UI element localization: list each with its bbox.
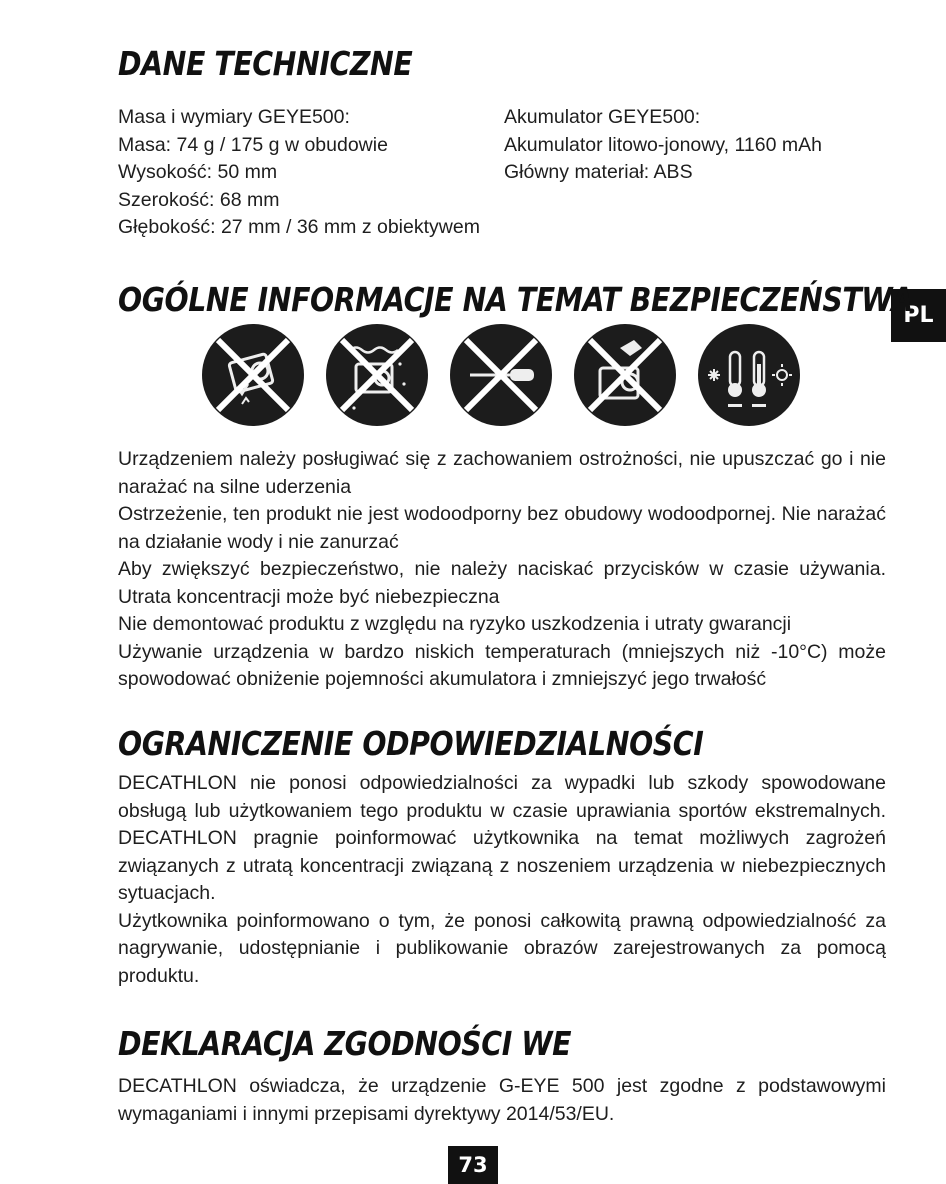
no-drop-camera-icon: [202, 324, 304, 426]
paragraph: DECATHLON oświadcza, że urządzenie G-EYE 500 jest zgodne z podstawowymi wymaganiami i innymi przepisami dyrektywy 2014/53/EU.: [118, 1075, 886, 1125]
spec-line: Akumulator GEYE500:: [504, 106, 701, 128]
safety-text: [118, 446, 886, 694]
no-disassemble-camera-icon: [574, 324, 676, 426]
paragraph: Używanie urządzenia w bardzo niskich temperaturach (mniejszych niż -10°C) może spowodować obniżenie pojemności akumulatora i zmniejszyć jego trwałość: [118, 640, 886, 690]
spec-line: Szerokość: 68 mm: [118, 188, 280, 211]
spec-line: Akumulator litowo-jonowy, 1160 mAh: [504, 133, 822, 156]
paragraph: Urządzeniem należy posługiwać się z zachowaniem ostrożności, nie upuszczać go i nie narażać na silne uderzenia: [118, 448, 886, 498]
spec-line: Wysokość: 50 mm: [118, 161, 278, 183]
spec-line: Masa: 74 g / 175 g w obudowie: [118, 133, 388, 156]
weight-dimensions-column: [118, 104, 480, 242]
tech-specs-heading: DANE TECHNICZNE: [118, 44, 413, 83]
safety-icons-row: [0, 324, 946, 426]
spec-line: Masa i wymiary GEYE500:: [118, 106, 350, 128]
no-screwdriver-icon: [450, 324, 552, 426]
spec-line: Główny materiał: ABS: [504, 161, 693, 183]
language-tab: PL: [891, 289, 946, 342]
paragraph: DECATHLON nie ponosi odpowiedzialności za wypadki lub szkody spowodowane obsługą lub użytkowaniem tego produktu w czasie uprawiania sportów ekstremalnych. DECATHLON pragnie poinformować użytkownika na temat możliwych zagrożeń związanych z utratą koncentracji związaną z noszeniem urządzenia w niebezpiecznych sytuacjach.: [118, 772, 886, 904]
declaration-heading: DEKLARACJA ZGODNOŚCI WE: [118, 1024, 572, 1063]
temperature-range-icon: [698, 324, 800, 426]
battery-column: [504, 104, 822, 187]
paragraph: Aby zwiększyć bezpieczeństwo, nie należy naciskać przycisków w czasie używania. Utrata koncentracji może być niebezpieczna: [118, 558, 886, 608]
no-water-camera-icon: [326, 324, 428, 426]
declaration-text: [118, 1073, 886, 1128]
liability-text: [118, 770, 886, 990]
spec-line: Głębokość: 27 mm / 36 mm z obiektywem: [118, 216, 480, 238]
page-number: 73: [448, 1146, 498, 1184]
paragraph: Nie demontować produktu z względu na ryzyko uszkodzenia i utraty gwarancji: [118, 613, 792, 635]
paragraph: Ostrzeżenie, ten produkt nie jest wodoodporny bez obudowy wodoodpornej. Nie narażać na działanie wody i nie zanurzać: [118, 503, 886, 553]
paragraph: Użytkownika poinformowano o tym, że ponosi całkowitą prawną odpowiedzialność za nagrywanie, udostępnianie i publikowanie obrazów zarejestrowanych za pomocą produktu.: [118, 909, 886, 987]
liability-heading: OGRANICZENIE ODPOWIEDZIALNOŚCI: [118, 724, 704, 763]
safety-heading: OGÓLNE INFORMACJE NA TEMAT BEZPIECZEŃSTWA: [118, 280, 913, 319]
